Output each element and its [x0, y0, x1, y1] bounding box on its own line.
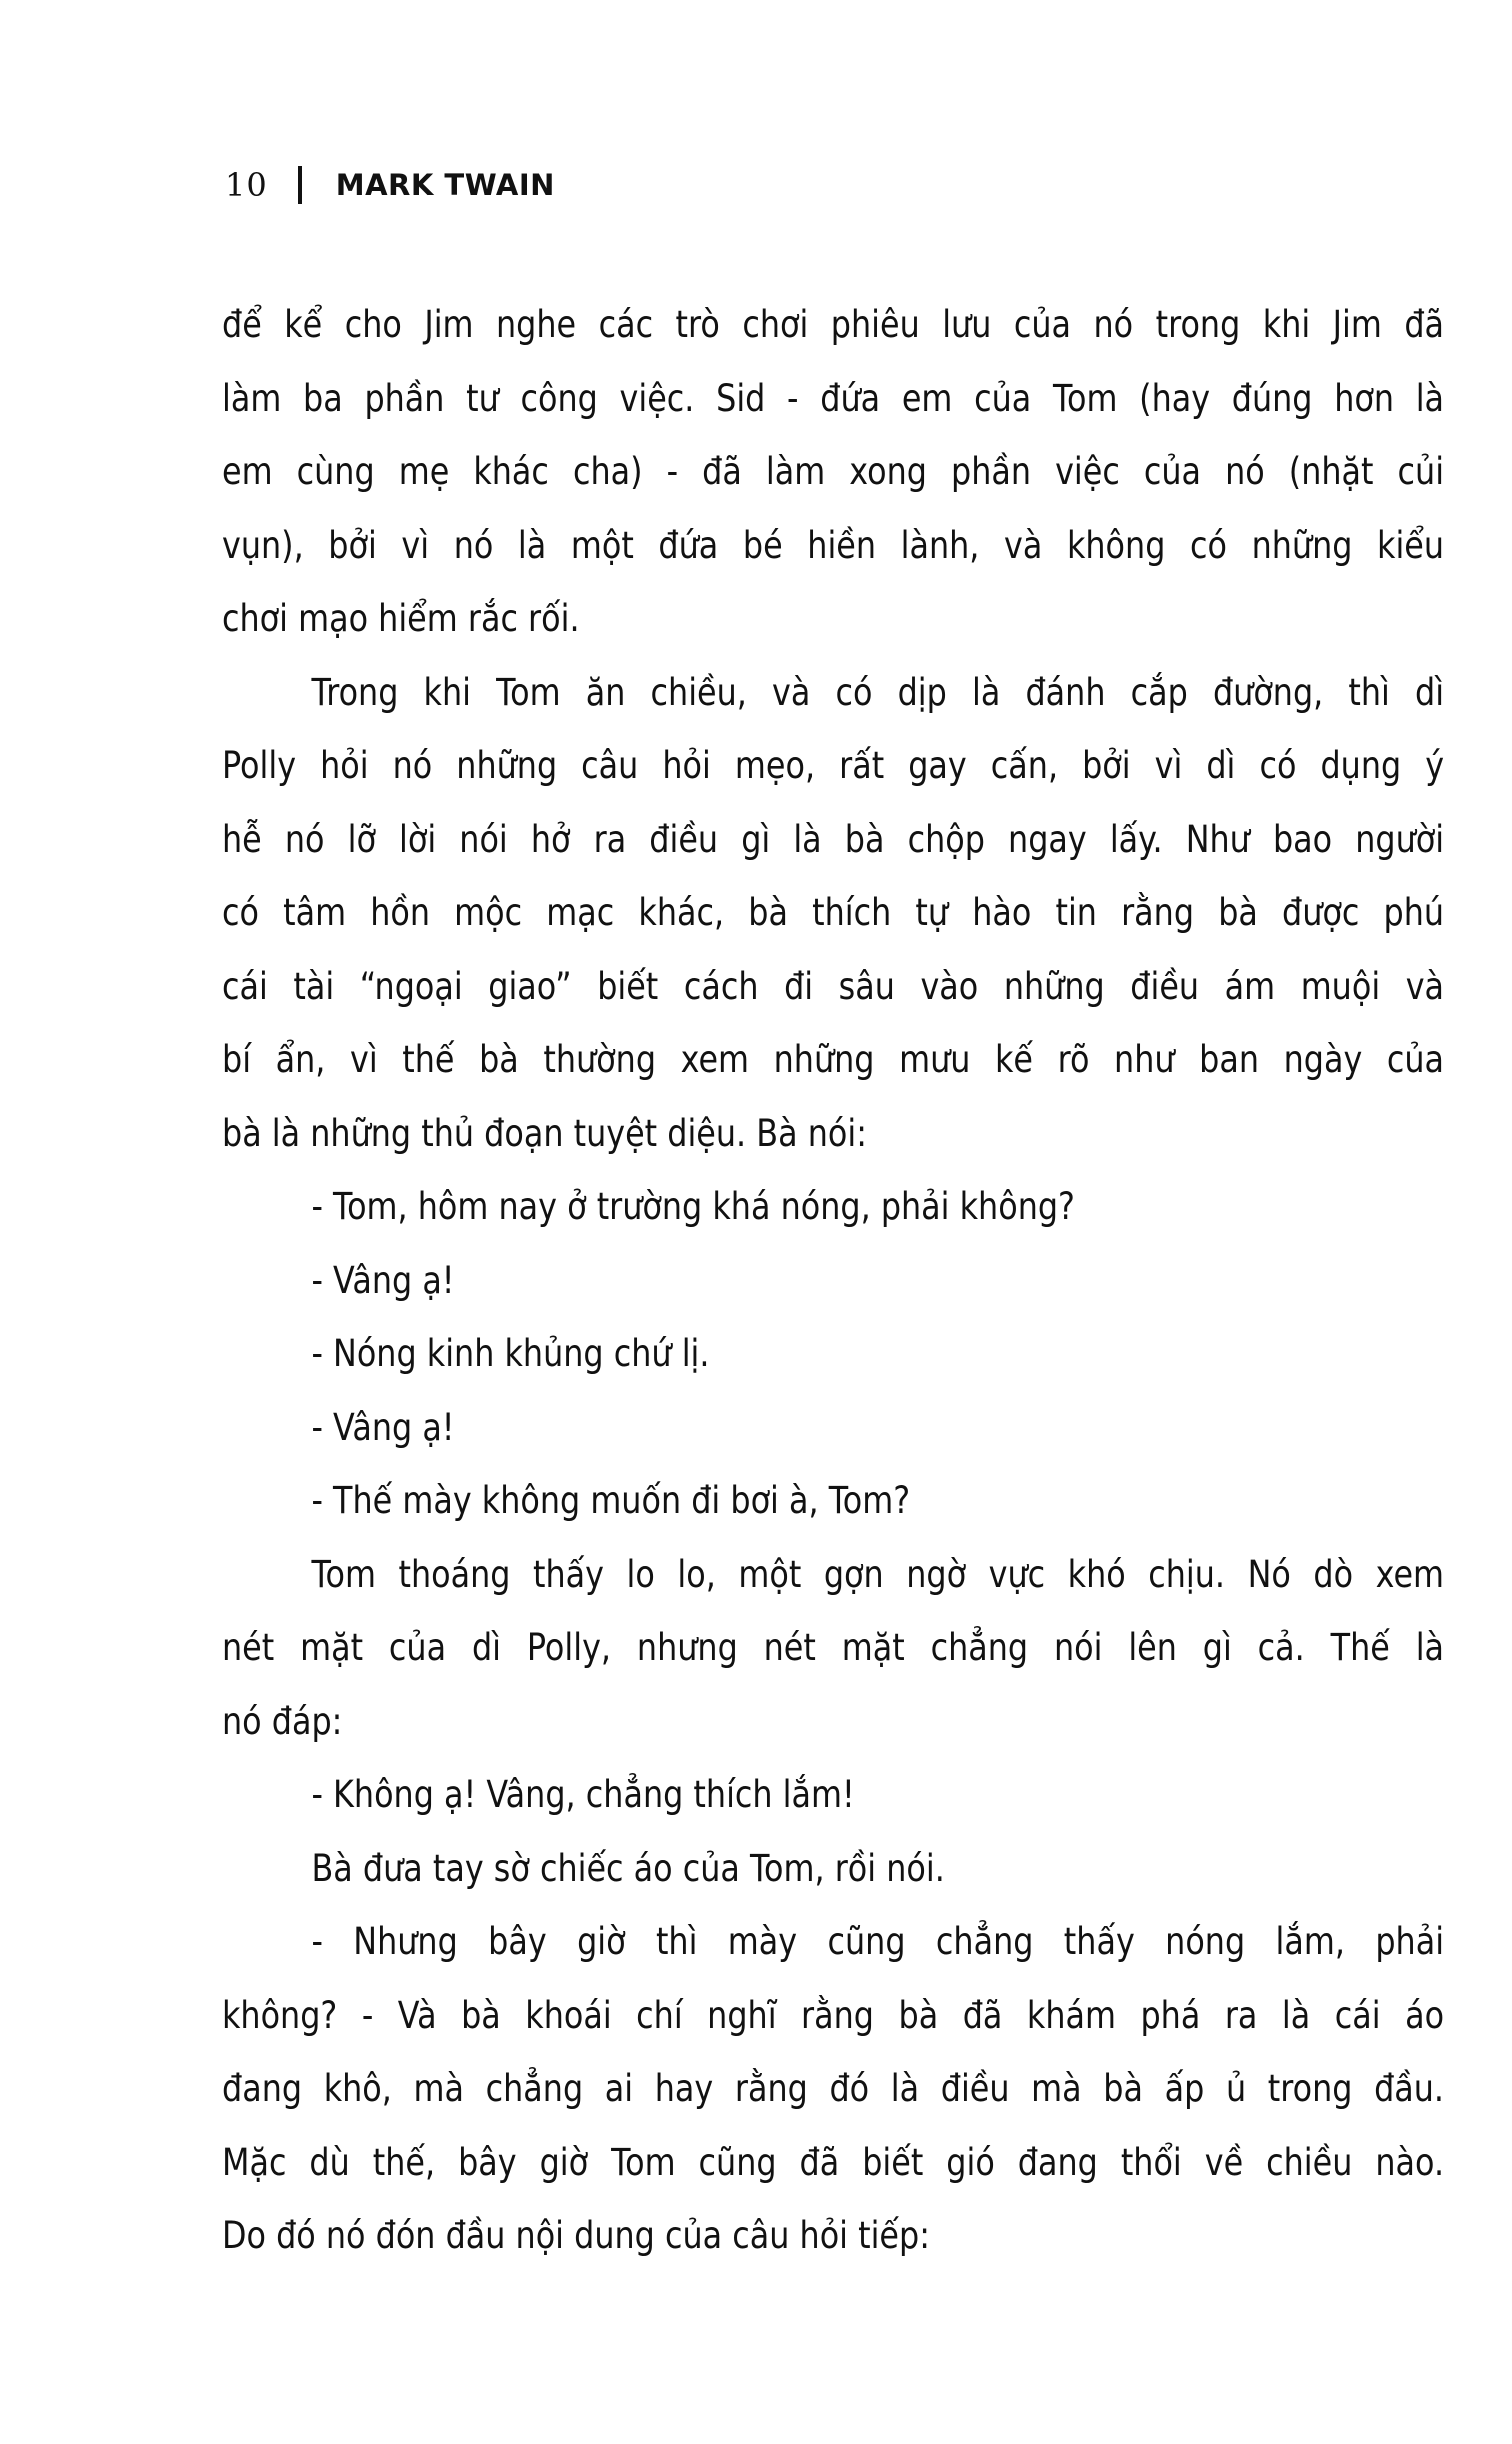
text-line: - Vâng ạ! — [311, 1258, 455, 1302]
text-line: Bà đưa tay sờ chiếc áo của Tom, rồi nói. — [311, 1846, 945, 1890]
text-line: Trong khi Tom ăn chiều, và có dịp là đánh cắp đường, thì dì — [311, 670, 1445, 714]
text-line: Polly hỏi nó những câu hỏi mẹo, rất gay cấn, bởi vì dì có dụng ý — [222, 744, 1445, 787]
text-line: bí ẩn, vì thế bà thường xem những mưu kế rõ như ban ngày của — [222, 1038, 1445, 1081]
text-line: hễ nó lỡ lời nói hở ra điều gì là bà chộp ngay lấy. Như bao người — [222, 817, 1445, 861]
text-line: chơi mạo hiểm rắc rối. — [222, 597, 580, 640]
text-line: nét mặt của dì Polly, nhưng nét mặt chẳng nói lên gì cả. Thế là — [222, 1626, 1445, 1669]
text-line: - Tom, hôm nay ở trường khá nóng, phải không? — [311, 1185, 1075, 1228]
text-line: Mặc dù thế, bây giờ Tom cũng đã biết gió đang thổi về chiều nào. — [222, 2140, 1445, 2184]
text-line: để kể cho Jim nghe các trò chơi phiêu lưu của nó trong khi Jim đã — [222, 303, 1445, 346]
paragraph — [222, 1905, 1444, 2273]
running-header-author: MARK TWAIN — [335, 168, 555, 202]
text-line: cái tài “ngoại giao” biết cách đi sâu vào những điều ám muội và — [222, 964, 1445, 1008]
text-line: vụn), bởi vì nó là một đứa bé hiền lành, và không có những kiểu — [222, 523, 1445, 567]
text-line: - Nhưng bây giờ thì mày cũng chẳng thấy nóng lắm, phải — [311, 1920, 1445, 1963]
text-line: - Nóng kinh khủng chứ lị. — [311, 1332, 710, 1375]
page-body — [222, 288, 1444, 2273]
text-line: đang khô, mà chẳng ai hay rằng đó là điều mà bà ấp ủ trong đầu. — [222, 2067, 1445, 2110]
header-separator — [298, 166, 302, 204]
paragraph — [222, 656, 1444, 1171]
page-number: 10 — [225, 166, 268, 204]
text-line: - Không ạ! Vâng, chẳng thích lắm! — [311, 1773, 855, 1816]
text-line: em cùng mẹ khác cha) - đã làm xong phần việc của nó (nhặt củi — [222, 450, 1445, 493]
text-line: Tom thoáng thấy lo lo, một gợn ngờ vực khó chịu. Nó dò xem — [311, 1552, 1445, 1596]
paragraph — [222, 1832, 1444, 1906]
dialogue-line — [222, 1317, 1444, 1391]
dialogue-line — [222, 1244, 1444, 1318]
text-line: có tâm hồn mộc mạc khác, bà thích tự hào tin rằng bà được phú — [222, 891, 1445, 934]
text-line: - Vâng ạ! — [311, 1405, 455, 1449]
dialogue-line — [222, 1170, 1444, 1244]
dialogue-line — [222, 1391, 1444, 1465]
running-header — [225, 162, 555, 208]
text-line: nó đáp: — [222, 1699, 343, 1743]
text-line: bà là những thủ đoạn tuyệt diệu. Bà nói: — [222, 1111, 867, 1155]
paragraph — [222, 1538, 1444, 1759]
paragraph — [222, 288, 1444, 656]
dialogue-line — [222, 1758, 1444, 1832]
text-line: làm ba phần tư công việc. Sid - đứa em của Tom (hay đúng hơn là — [222, 376, 1445, 420]
text-line: không? - Và bà khoái chí nghĩ rằng bà đã khám phá ra là cái áo — [222, 1993, 1445, 2037]
text-line: Do đó nó đón đầu nội dung của câu hỏi tiếp: — [222, 2214, 930, 2257]
text-line: - Thế mày không muốn đi bơi à, Tom? — [311, 1479, 911, 1522]
dialogue-line — [222, 1464, 1444, 1538]
